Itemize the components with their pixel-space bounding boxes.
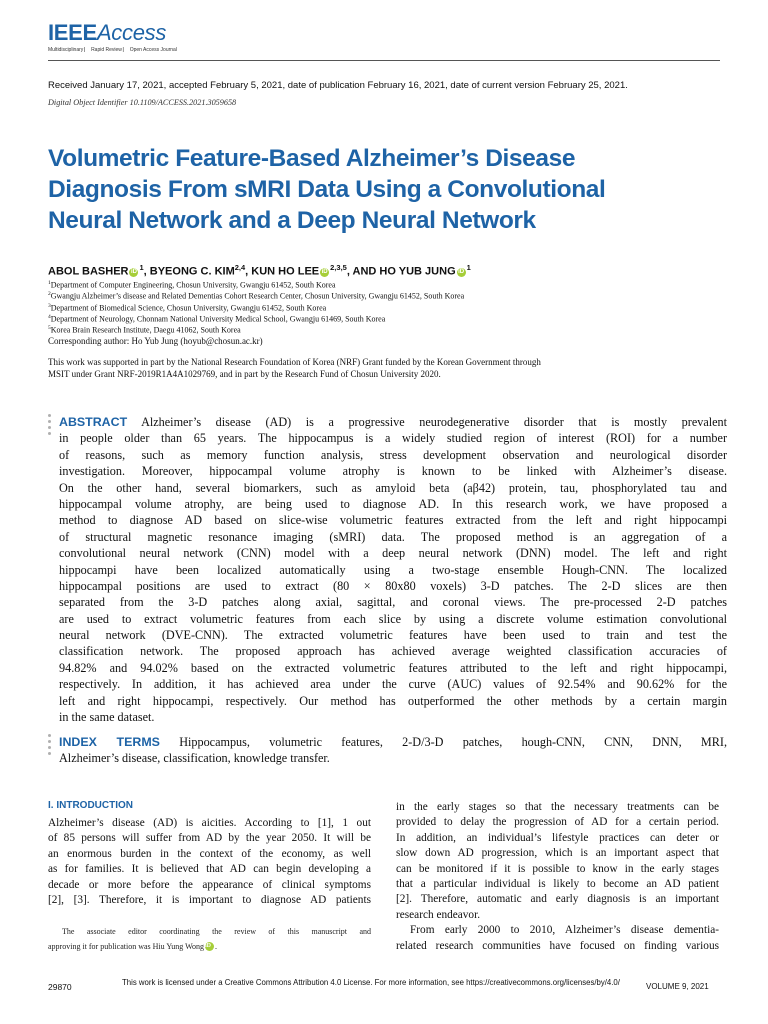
right-column xyxy=(396,800,719,954)
author-separator: , xyxy=(245,265,252,278)
affiliation-text: Department of Computer Engineering, Chosun University, Gwangju 61452, South Korea xyxy=(50,280,336,290)
abstract-line: convolutional neural network (CNN) model with a deep neural network (DNN) model. The left and right xyxy=(59,546,727,561)
funding-line: This work was supported in part by the National Research Foundation of Korea (NRF) Grant funded by the Korean Government through xyxy=(48,357,541,367)
body-line: as for families. It is believed that AD can begin developing a xyxy=(48,863,371,876)
title-line: Diagnosis From sMRI Data Using a Convolutional xyxy=(48,176,606,203)
header-rule xyxy=(48,60,720,61)
body-line: Alzheimer’s disease (AD) is aicities. According to [1], 1 out xyxy=(48,817,371,829)
body-line: in the early stages so that the necessary treatments can be xyxy=(396,801,719,813)
abstract-line: On the other hand, several biomarkers, such as amyloid beta (aβ42) protein, tau, phosphorylated tau and xyxy=(59,480,727,495)
journal-name-access: Access xyxy=(96,20,167,45)
abstract-line: neural network (DVE-CNN). The extracted volumetric features have been used to train and test the xyxy=(59,628,727,643)
index-terms-marker-icon xyxy=(48,734,52,758)
affiliation-text: Department of Neurology, Chonnam National University Medical School, Gwangju 61469, South Korea xyxy=(50,314,386,324)
index-terms-line: Alzheimer’s disease, classification, knowledge transfer. xyxy=(59,751,330,766)
editor-footnote xyxy=(48,925,371,954)
abstract-line: separated from the 3-D patches along axial, sagittal, and coronal views. The pre-processed 2-D patches xyxy=(59,595,727,610)
author-affil-ref: 2,3,5 xyxy=(330,263,347,272)
abstract-line: are used to extract volumetric features from each slice by using a discrete volume estimation convolutional xyxy=(59,611,727,626)
abstract-line: method to diagnose AD based on slice-wise volumetric features extracted from the left and right hippocampi xyxy=(59,513,727,528)
index-terms xyxy=(59,734,727,767)
body-line: In addition, an individual’s lifestyle practices can deter or xyxy=(396,831,719,844)
funding-statement xyxy=(48,356,716,380)
body-line: related research communities have focused on finding various xyxy=(396,939,719,952)
license-notice[interactable]: This work is licensed under a Creative Commons Attribution 4.0 License. For more information, see https://creativecommons.org/licenses/by/4.0/ xyxy=(122,978,620,987)
affiliation xyxy=(48,290,464,301)
corresponding-author: Corresponding author: Ho Yub Jung (hoyub@chosun.ac.kr) xyxy=(48,336,263,346)
abstract-line: of structural magnetic resonance imaging (sMRI) data. The proposed method is an aggregation of a xyxy=(59,529,727,544)
body-line: that a particular individual is likely to become an AD patient xyxy=(396,877,719,890)
author-name: ABOL BASHER xyxy=(48,265,129,278)
abstract-line: classification network. The proposed approach has achieved average weighted classification accuracies of xyxy=(59,644,727,659)
affiliation xyxy=(48,324,464,335)
title-line: Volumetric Feature-Based Alzheimer’s Disease xyxy=(48,145,576,172)
orcid-icon[interactable]: iD xyxy=(458,268,465,275)
body-line: research endeavor. xyxy=(396,908,481,921)
abstract-label: ABSTRACT xyxy=(59,415,128,429)
orcid-icon[interactable]: iD xyxy=(321,268,328,275)
affiliation-number: 5 xyxy=(48,325,51,331)
affiliation-number: 4 xyxy=(48,313,51,320)
author-separator: , AND xyxy=(346,265,380,278)
journal-tagline: Multidisciplinary ⎸ Rapid Review ⎸ Open Access Journal xyxy=(48,47,177,53)
affiliation xyxy=(48,313,464,324)
affiliation-text: Korea Brain Research Institute, Daegu 41062, South Korea xyxy=(50,325,241,335)
body-line: [2], [3]. Therefore, it is important to diagnose AD patients xyxy=(48,893,371,906)
paper-title xyxy=(48,143,688,236)
abstract-line: 94.82% and 94.02% based on the extracted volumetric features attributed to the left and right hippocampi, xyxy=(59,660,727,675)
author-affil-ref: 1 xyxy=(466,263,471,272)
doi: Digital Object Identifier 10.1109/ACCESS.2021.3059658 xyxy=(48,98,237,107)
funding-line: MSIT under Grant NRF-2019R1A4A1029769, and in part by the Research Fund of Chosun University 2020. xyxy=(48,369,441,379)
abstract-line: hippocampal positions are used to extract (80 × 80x80 voxels) 3-D patches. The 2-D slices are then xyxy=(59,578,727,593)
body-line: From early 2000 to 2010, Alzheimer’s disease dementia- xyxy=(410,924,719,937)
abstract-line: investigation. Moreover, hippocampal volume atrophy is known to be linked with Alzheimer’s disease. xyxy=(59,464,727,479)
abstract-line: in people older than 65 years. The hippocampus is a widely studied region of interest (ROI) for a number xyxy=(59,431,727,446)
affiliation-number: 3 xyxy=(48,302,51,309)
journal-logo xyxy=(48,22,177,53)
footnote-line: The associate editor coordinating the review of this manuscript and xyxy=(62,927,371,936)
body-line: slow down AD progression, which is an important aspect that xyxy=(396,847,719,860)
affiliation-number: 1 xyxy=(48,280,51,286)
footnote-line: approving it for publication was Hiu Yung WongiD . xyxy=(48,941,218,951)
author-name: BYEONG C. KIM xyxy=(149,265,235,278)
abstract-line: in the same dataset. xyxy=(59,710,155,725)
body-line: can be monitored if it is possible to know in the early stages xyxy=(396,862,719,875)
abstract-line: respectively. In addition, it has achieved area under the curve (AUC) values of 92.54% and 90.62% for the xyxy=(59,677,727,692)
affiliations xyxy=(48,279,464,335)
author-affil-ref: 1 xyxy=(139,263,144,272)
affiliation-number: 2 xyxy=(48,291,51,298)
abstract-marker-icon xyxy=(48,414,52,438)
volume-label: VOLUME 9, 2021 xyxy=(646,982,709,991)
body-line: of 85 persons will suffer from AD by the year 2050. It will be xyxy=(48,832,371,845)
author-separator: , xyxy=(143,265,150,278)
body-line: [2]. Therefore, automatic and early diagnosis is an important xyxy=(396,893,719,906)
author-affil-ref: 2,4 xyxy=(234,263,246,272)
received-dates: Received January 17, 2021, accepted February 5, 2021, date of publication February 16, 2021, date of current version February 25, 2021. xyxy=(48,80,628,91)
footnote-text: approving it for publication was Hiu Yung Wong xyxy=(48,941,205,951)
body-line: provided to delay the progression of AD for a certain period. xyxy=(396,816,719,829)
title-line: Neural Network and a Deep Neural Network xyxy=(48,207,536,234)
left-column xyxy=(48,816,371,908)
abstract xyxy=(59,414,727,725)
index-terms-label: INDEX TERMS xyxy=(59,735,160,749)
abstract-text: Alzheimer’s disease (AD) is a progressive neurodegenerative disorder that is mostly prevalent xyxy=(141,415,727,429)
affiliation xyxy=(48,279,464,290)
body-line: an enormous burden in the context of the economy, as well xyxy=(48,847,371,860)
abstract-line: of reasons, such as memory function analysis, stress development observation and neurological disorder xyxy=(59,447,727,462)
journal-name xyxy=(48,22,177,44)
affiliation-text: Department of Biomedical Science, Chosun University, Gwangju 61452, South Korea xyxy=(50,303,327,313)
index-terms-line xyxy=(59,734,727,750)
journal-name-ieee: IEEE xyxy=(48,20,97,45)
author-list xyxy=(48,263,471,278)
affiliation xyxy=(48,302,464,313)
abstract-line: hippocampi have been localized automatically using a two-stage ensemble Hough-CNN. The localized xyxy=(59,562,727,577)
index-terms-text: Hippocampus, volumetric features, 2-D/3-D patches, hough-CNN, CNN, DNN, MRI, xyxy=(179,735,727,749)
orcid-icon[interactable]: iD xyxy=(130,268,137,275)
orcid-icon[interactable]: iD xyxy=(205,942,214,951)
section-heading: I. INTRODUCTION xyxy=(48,800,133,811)
abstract-line xyxy=(59,414,727,430)
abstract-line: hippocampal volume atrophy, are being used to diagnose AD. In this research work, we have proposed a xyxy=(59,496,727,511)
author-name: HO YUB JUNG xyxy=(379,265,456,278)
author-name: KUN HO LEE xyxy=(251,265,320,278)
page-number: 29870 xyxy=(48,982,72,992)
abstract-line: left and right hippocampi, respectively. Our method has outperformed the other methods by a certain margin xyxy=(59,693,727,708)
body-line: decade or more before the appearance of clinical symptoms xyxy=(48,878,371,891)
affiliation-text: Gwangju Alzheimer’s disease and Related Dementias Cohort Research Center, Chosun University, Gwangju 61452, South Korea xyxy=(50,291,465,301)
